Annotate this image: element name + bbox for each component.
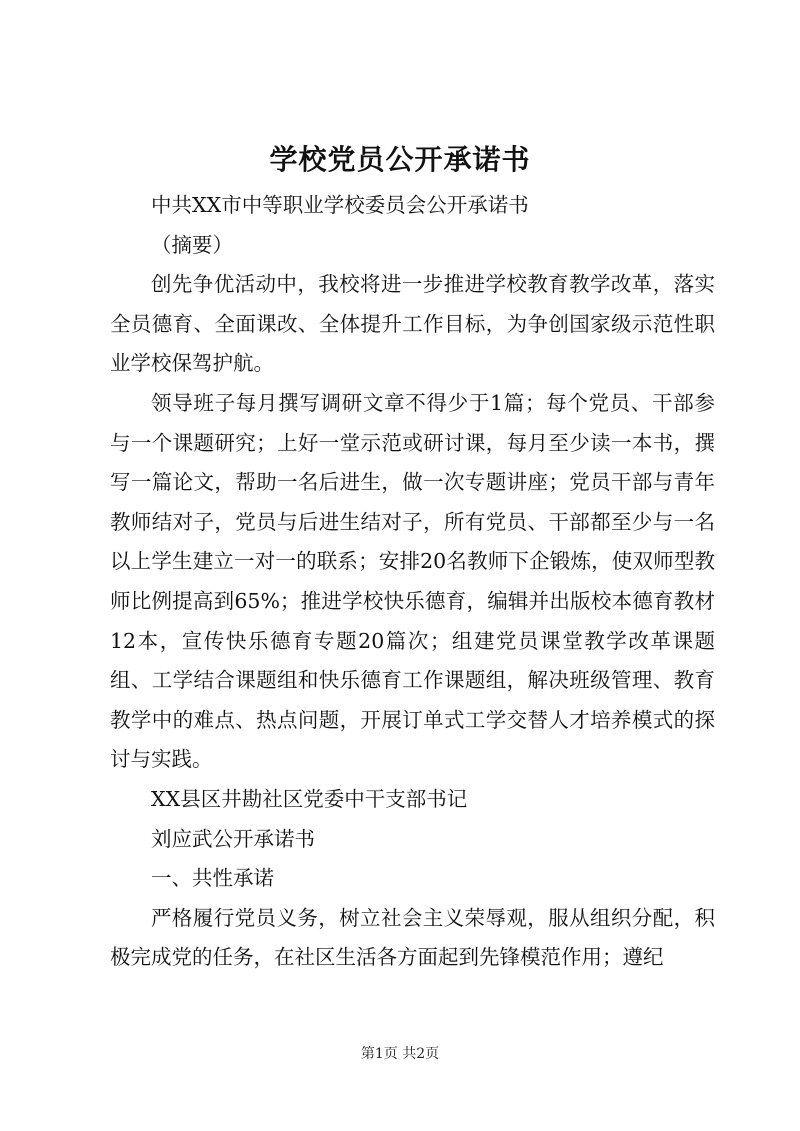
paragraph-person-heading: 刘应武公开承诺书 [151, 826, 315, 851]
document-body [110, 186, 715, 978]
paragraph-common-commitment: 严格履行党员义务，树立社会主义荣辱观，服从组织分配，积极完成党的任务，在社区生活各方面起到先锋模范作用；遵纪 [110, 905, 715, 970]
paragraph-intro: 创先争优活动中，我校将进一步推进学校教育教学改革，落实全员德育、全面课改、全体提升工作目标，为争创国家级示范性职业学校保驾护航。 [110, 272, 715, 376]
paragraph-branch-secretary: XX县区井勘社区党委中干支部书记 [151, 786, 468, 811]
paragraph-summary-label: （摘要） [151, 232, 233, 257]
page-footer: 第1页 共2页 [360, 1046, 440, 1062]
section-heading-common-commitment: 一、共性承诺 [151, 866, 274, 891]
paragraph-issuer: 中共XX市中等职业学校委员会公开承诺书 [151, 193, 529, 217]
document-title: 学校党员公开承诺书 [269, 143, 531, 176]
paragraph-commitments: 领导班子每月撰写调研文章不得少于1篇；每个党员、干部参与一个课题研究；上好一堂示范或研讨课，每月至少读一本书，撰写一篇论文，帮助一名后进生，做一次专题讲座；党员干部与青年教师结对子，党员与后进生结对子，所有党员、干部都至少与一名以上学生建立一对一的联系；安排20名教师下企锻炼，使双师型教师比例提高到65%；推进学校快乐德育，编辑并出版校本德育教材12本，宣传快乐德育专题20篇次；组建党员课堂教学改革课题组、工学结合课题组和快乐德育工作课题组，解决班级管理、教育教学中的难点、热点问题，开展订单式工学交替人才培养模式的探讨与实践。 [110, 390, 715, 772]
